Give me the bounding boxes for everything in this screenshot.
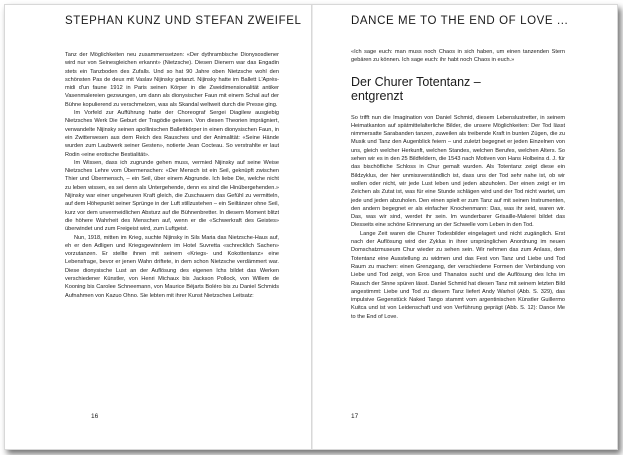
left-page xyxy=(5,5,311,449)
right-paragraph-1: So trifft nun die Imagination von Daniel Schmid, diesem Lebenslustretter, in seinem Heimatkanton auf spätmittelalterliche Bilder, die unsere Möglichkeiten: Der Tod lässt nimmersatte Sarabanden tanzen, zuweilen als treibende Kraft in bunten Zügen, die zu Musik und Tanz den Augenblick feiern – und zuletzt begegnet er jeden Einzelnen von uns, gleich welcher Herkunft, welchen Standes, welchen Berufes, welchen Alters. So sehen wir es in den 25 Bildfeldern, die 1543 nach Motiven von Hans Holbeins d. J. für das bischöfliche Schloss in Chur gemalt wurden. Als Totentanz zeigt diese ein Bildzyklus, der hier unmissverständlich ist, dass uns der Tod sehr nahe ist, ob wir wollen oder nicht, wir jede Lust leben und jeden abzuholen. Der einen zeigt er im Zeichen als Zutat ist, was für eine Stunde schlägen wird und der Tod nicht wartet, um jede und jeden abzuholen. Den einen spielt er zum Tanz auf mit seinen Instrumenten, den andern begegnet er als einfacher Knochenmann: Das, was ihr seid, waren wir. Das, was wir sind, werdet ihr sein. Im wunderbarer Grisaille-Malerei bildet das Diesseits eine schöne Erinnerung an der Schwelle vom Leben in den Tod. xyxy=(351,114,565,229)
right-running-head: DANCE ME TO THE END OF LOVE ... xyxy=(351,15,569,27)
left-paragraph-2: Im Vorfeld zur Aufführung hatte der Choreograf Sergei Diagilew ausgiebig Nietzsches Werk Die Geburt der Tragödie gelesen. Von diesen Theorien imprägniert, verwandelte Nijinsky seinen apollinischen Ballettkörper in einen dionysischen Faun, in ein Zwitterwesen aus dem Reich des Rausches und der Animalität: «Seine Hände wurden zum Laubwerk seiner Gesten», notierte Jean Cocteau. So verstrahlte er laut Rodin «eine erotische Bestialität». xyxy=(65,110,279,158)
left-paragraph-4: Nun, 1918, mitten im Krieg, suchte Nijinsky in Sils Maria das Nietzsche-Haus auf, eh er den Adligen und Kriegsgewinnlern im Hotel Suvretta «schrecklich Sachen» vorzutanzen. Er stellte ihnen mit seinem «Kriegs- und Kokottentanz» eine Lebensfrage, bevor er jenen Wahn driftete, in dem schon Nietzsche verdämmert war. Diese dionysische Lust an der Auflösung des eigenen Ichs bildet das Werken verschiedener Künstler, von Henri Michaux bis Jackson Pollock, von Willem de Kooning bis Carolee Schneemann, von Maurice Béjarts Boléro bis zu Daniel Schmids Aufnahmen von Kazuo Ohno. Sie lebten mit ihrer Kunst Nietzsches Leitsatz: xyxy=(65,234,279,299)
section-title-line-1: Der Churer Totentanz – xyxy=(351,74,481,89)
left-running-head: STEPHAN KUNZ UND STEFAN ZWEIFEL xyxy=(65,15,302,27)
book-spread xyxy=(4,4,618,450)
section-title xyxy=(351,75,565,103)
left-page-body xyxy=(65,51,279,300)
right-paragraph-2: Lange Zeit waren die Churer Todesbilder eingelagert und nicht zugänglich. Erst nach der Auflösung wird der Zyklus in ihrer ursprünglichen Anordnung im neuen Domschatzmuseum Chur wieder zu sehen sein. Wir nehmen das zum Anlass, dem Totentanz eine Ausstellung zu widmen und das Fest von Tanz und Liebe und Tod Raum zu machen: einen Grenzgang, der verschiedene Formen der Verbindung von Liebe und Tod zeigt, von Eros und Thanatos sucht und die Auflösung des Ichs im Rausch der Sinne spüren lässt. Daniel Schmid hat diesen Tanz mit seinem letzten Bild angestimmt: Liebe und Tod zu diesem Tanz liefert Andy Warhol (Abb. S. 329), das impulsive Gegenstück Naked Tango stammt vom argentinischen Künstler Guillermo Kuitca und ist von Leidenschaft und von Verführung geprägt (Abb. S. 12): Dance Me to the End of Love. xyxy=(351,230,565,320)
left-paragraph-3: Im Wissen, dass ich zugrunde gehen muss, vermied Nijinsky auf seine Weise Nietzsches Lehre vom Übermenschen: «Der Mensch ist ein Seil, geknüpft zwischen Thier und Übermensch, – ein Seil, über einem Abgrunde. Ich liebe Die, welche nicht zu leben wissen, es sei denn als Untergehende, denn es sind die Hinübergehenden.» Nijinsky war einer ungeheuren Kraft gleich, die Zuschauern das Gefühl zu vermitteln, auf dem Höhepunkt seiner Sprünge in der Luft stillzustehen – ein Seiltänzer ohne Seil, kurz vor dem unvermeidlichen Absturz auf die Bühnenbretter. In diesem Moment blitzt die höhere Wahrheit des Menschen auf, wenn er die «Schwerkraft des Geistes» überwindet und zum Freigeist wird, zum Luftgeist. xyxy=(65,159,279,233)
left-paragraph-1: Tanz der Möglichkeiten neu zusammensetzen: «Der dythrambische Dionysosdiener wird nur von Seinesgleichen erkannt» (Nietzsche). Diesen Dienern war das Engadin stets ein Tanzboden des Zufalls. Und so hat 90 Jahre oben Nietzsche wohl den schönsten Pas de deux mit Vaslav Nijinsky getanzt. Nijinsky hatte im Ballett L'Après-midi d'un faune 1912 in Paris seinen Körper in die Zweidimensionalität antiker Vasenmalereien gezwungen, um dann als dionysischer Faun mit einem Schal auf der Bühne kopulierend zu verschmelzen, was als Skandal weltweit durch die Presse ging. xyxy=(65,52,279,108)
left-page-number: 16 xyxy=(91,413,99,420)
section-title-line-2: entgrenzt xyxy=(351,88,404,103)
right-opening-quote: «Ich sage euch: man muss noch Chaos in sich haben, um einen tanzenden Stern gebären zu können. Ich sage euch: ihr habt noch Chaos in euch.» xyxy=(351,49,565,64)
right-page-body xyxy=(351,48,565,321)
right-page-number: 17 xyxy=(351,413,359,420)
right-page xyxy=(313,5,617,449)
